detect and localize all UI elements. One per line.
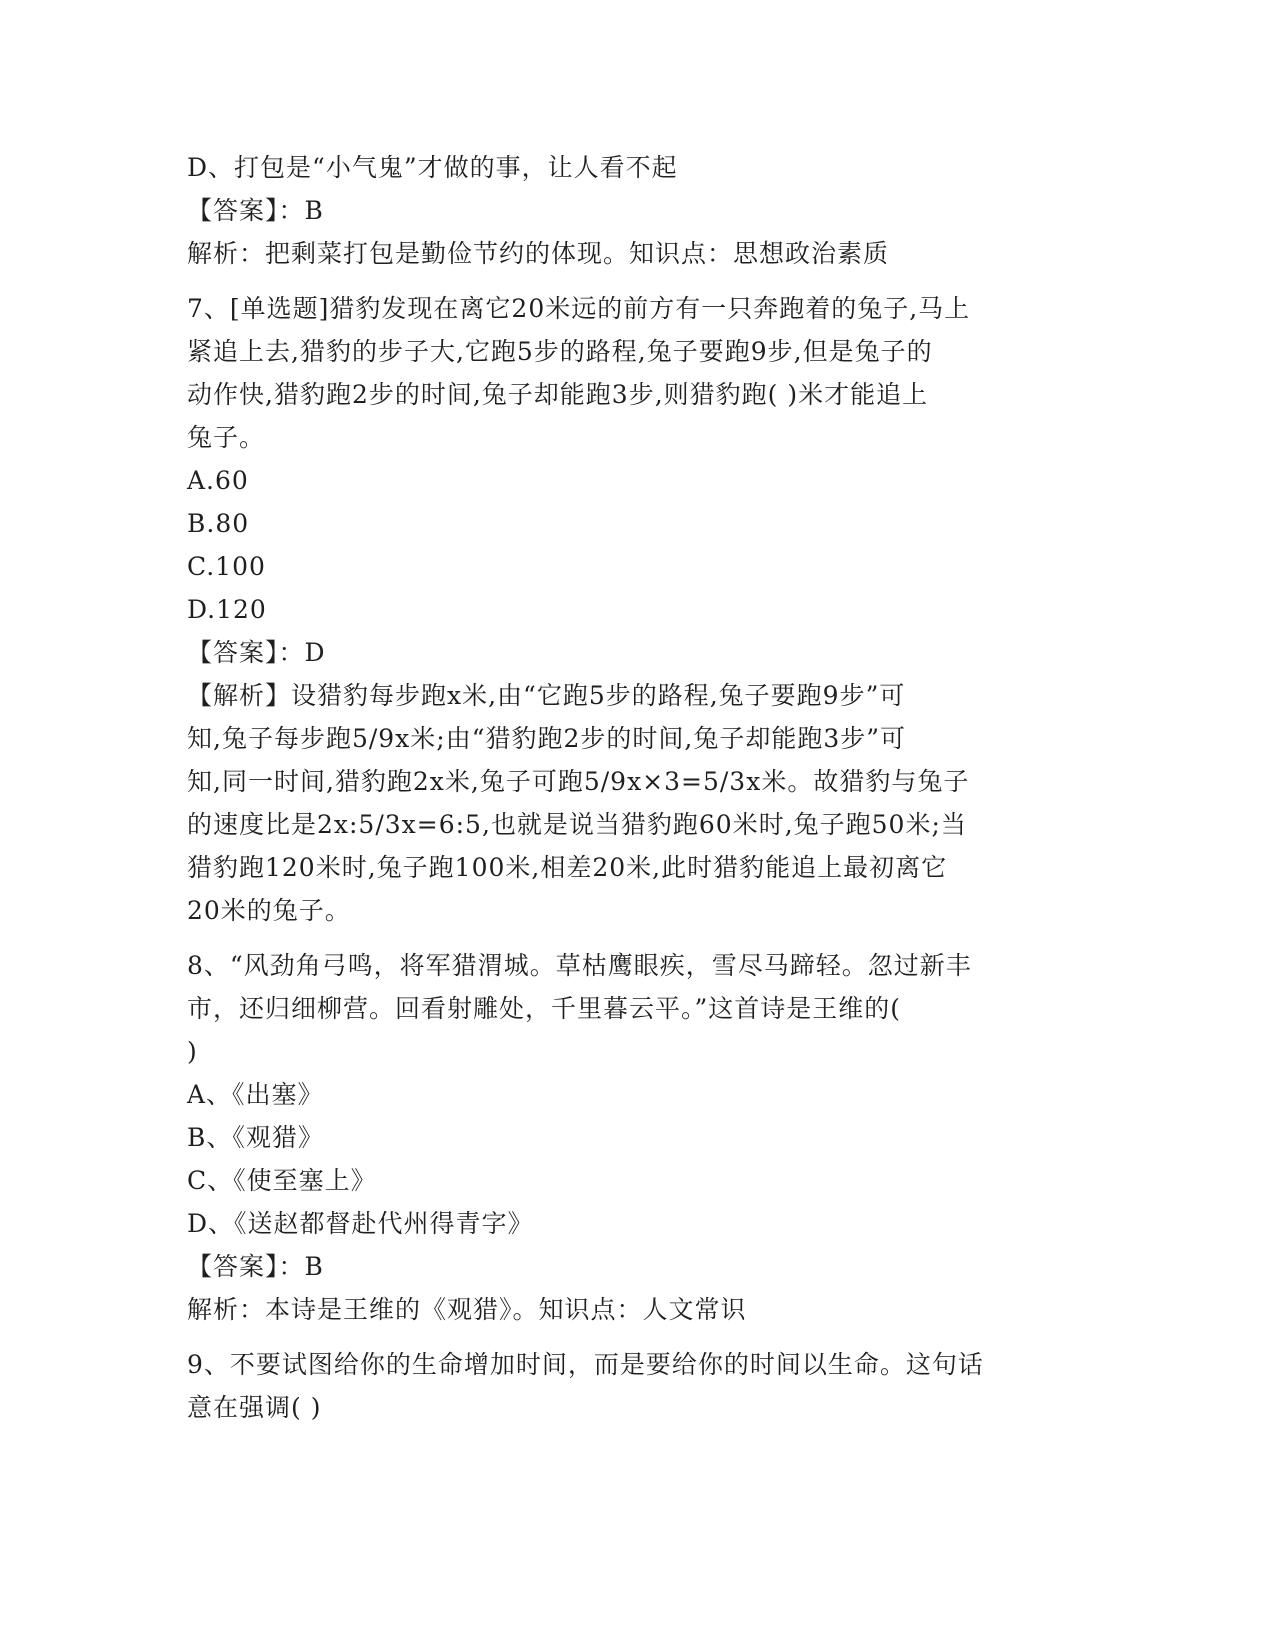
- option-b: B.80: [187, 509, 250, 538]
- question-stem-line: 市，还归细柳营。回看射雕处，千里暮云平。”这首诗是王维的(: [187, 994, 902, 1023]
- document-page: [187, 146, 1087, 1429]
- analysis-line: 20米的兔子。: [187, 896, 351, 925]
- option-a: A、《出塞》: [187, 1080, 324, 1109]
- answer: 【答案】：B: [187, 196, 324, 225]
- analysis-line: 知,兔子每步跑5/9x米;由“猎豹跑2步的时间,兔子却能跑3步”可: [187, 724, 907, 753]
- option-d: D、打包是“小气鬼”才做的事，让人看不起: [187, 153, 678, 182]
- question-stem-line: 兔子。: [187, 423, 266, 452]
- option-b: B、《观猎》: [187, 1123, 324, 1152]
- analysis-line: 猎豹跑120米时,兔子跑100米,相差20米,此时猎豹能追上最初离它: [187, 853, 948, 882]
- question-9: [187, 1343, 1087, 1429]
- analysis-line: 【解析】设猎豹每步跑x米,由“它跑5步的路程,兔子要跑9步”可: [187, 681, 906, 710]
- answer: 【答案】：B: [187, 1252, 324, 1281]
- prev-question-tail: [187, 146, 1087, 275]
- question-stem-line: ): [187, 1037, 198, 1066]
- question-7: [187, 287, 1087, 932]
- analysis: 解析：本诗是王维的《观猎》。知识点：人文常识: [187, 1295, 747, 1324]
- analysis-line: 的速度比是2x:5/3x=6:5,也就是说当猎豹跑60米时,兔子跑50米;当: [187, 810, 967, 839]
- question-8: [187, 944, 1087, 1331]
- question-stem-line: 7、[单选题]猎豹发现在离它20米远的前方有一只奔跑着的兔子,马上: [187, 294, 971, 323]
- question-stem-line: 紧追上去,猎豹的步子大,它跑5步的路程,兔子要跑9步,但是兔子的: [187, 337, 933, 366]
- question-stem-line: 9、不要试图给你的生命增加时间，而是要给你的时间以生命。这句话: [187, 1350, 984, 1379]
- answer: 【答案】：D: [187, 638, 326, 667]
- option-a: A.60: [187, 466, 249, 495]
- question-stem-line: 8、“风劲角弓鸣，将军猎渭城。草枯鹰眼疾，雪尽马蹄轻。忽过新丰: [187, 951, 972, 980]
- option-d: D.120: [187, 595, 267, 624]
- option-c: C、《使至塞上》: [187, 1166, 377, 1195]
- question-stem-line: 意在强调( ): [187, 1393, 322, 1422]
- analysis: 解析：把剩菜打包是勤俭节约的体现。知识点：思想政治素质: [187, 239, 890, 268]
- option-c: C.100: [187, 552, 266, 581]
- analysis-line: 知,同一时间,猎豹跑2x米,兔子可跑5/9x×3=5/3x米。故猎豹与兔子: [187, 767, 970, 796]
- question-stem-line: 动作快,猎豹跑2步的时间,兔子却能跑3步,则猎豹跑( )米才能追上: [187, 380, 929, 409]
- option-d: D、《送赵都督赴代州得青字》: [187, 1209, 534, 1238]
